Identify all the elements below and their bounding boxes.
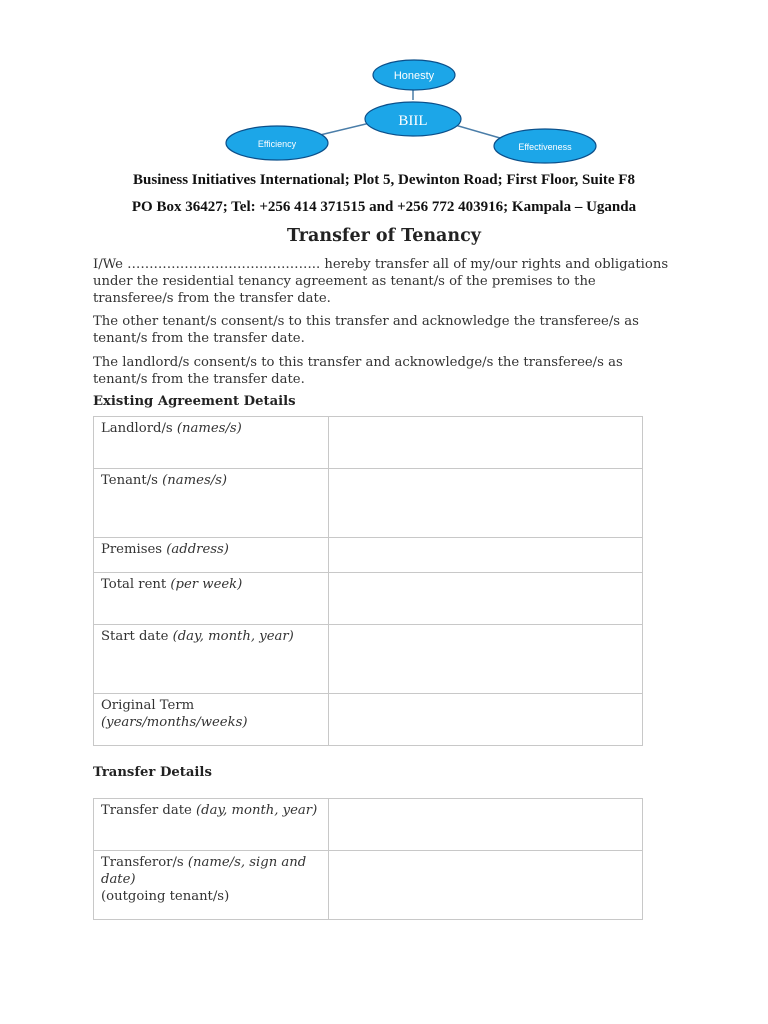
transfer-details-table bbox=[93, 798, 643, 920]
row-label: Start date bbox=[101, 629, 173, 644]
biil-logo bbox=[0, 0, 768, 170]
row-label: Tenant/s bbox=[101, 473, 163, 488]
paragraph-transfer-statement: I/We …………………………………….. hereby transfer all of my/our rights and obligations under the residential tenancy agreement as tenant/s of the premises to the transferee/s from the transfer date. bbox=[93, 257, 669, 306]
row-extra-note: (outgoing tenant/s) bbox=[101, 889, 230, 904]
logo-biil-text: BIIL bbox=[398, 113, 428, 129]
table-row bbox=[94, 469, 643, 538]
existing-agreement-table bbox=[93, 416, 643, 746]
row-hint: (per week) bbox=[170, 577, 243, 592]
existing-agreement-heading: Existing Agreement Details bbox=[93, 394, 296, 409]
row-label: Transferor/s bbox=[101, 855, 188, 870]
premises-input-cell[interactable] bbox=[329, 538, 643, 573]
row-hint: (years/months/weeks) bbox=[101, 715, 248, 730]
row-hint: (names/s) bbox=[176, 421, 242, 436]
tenant-input-cell[interactable] bbox=[329, 469, 643, 538]
original-term-label-cell bbox=[94, 694, 329, 746]
page-title: Transfer of Tenancy bbox=[287, 226, 481, 246]
table-row bbox=[94, 573, 643, 625]
premises-label-cell bbox=[94, 538, 329, 573]
address-line-1: Business Initiatives International; Plot 5, Dewinton Road; First Floor, Suite F8 bbox=[133, 172, 635, 188]
logo-connector-left bbox=[320, 123, 370, 135]
table-row bbox=[94, 538, 643, 573]
row-hint: (day, month, year) bbox=[196, 803, 318, 818]
logo-connector-right bbox=[455, 125, 500, 138]
transferor-label-cell bbox=[94, 851, 329, 920]
row-hint: (name/s, sign and date) bbox=[101, 855, 307, 887]
table-row bbox=[94, 694, 643, 746]
transferor-input-cell[interactable] bbox=[329, 851, 643, 920]
landlord-input-cell[interactable] bbox=[329, 417, 643, 469]
row-label: Transfer date bbox=[101, 803, 197, 818]
table-row bbox=[94, 417, 643, 469]
landlord-label-cell bbox=[94, 417, 329, 469]
row-hint: (day, month, year) bbox=[172, 629, 294, 644]
row-label: Total rent bbox=[101, 577, 171, 592]
logo-efficiency-text: Efficiency bbox=[257, 139, 297, 149]
row-label: Original Term bbox=[101, 698, 195, 713]
logo-effectiveness-text: Effectiveness bbox=[518, 142, 572, 152]
paragraph-landlord-consent: The landlord/s consent/s to this transfer and acknowledge/s the transferee/s as tenant/s from the transfer date. bbox=[93, 355, 623, 387]
transfer-date-input-cell[interactable] bbox=[329, 799, 643, 851]
paragraph-tenant-consent: The other tenant/s consent/s to this transfer and acknowledge the transferee/s as tenant/s from the transfer date. bbox=[93, 314, 639, 346]
table-row bbox=[94, 799, 643, 851]
table-row bbox=[94, 851, 643, 920]
table-row bbox=[94, 625, 643, 694]
start-date-label-cell bbox=[94, 625, 329, 694]
row-hint: (address) bbox=[166, 542, 229, 557]
original-term-input-cell[interactable] bbox=[329, 694, 643, 746]
total-rent-input-cell[interactable] bbox=[329, 573, 643, 625]
tenant-label-cell bbox=[94, 469, 329, 538]
transfer-details-heading: Transfer Details bbox=[93, 765, 212, 780]
logo-honesty-text: Honesty bbox=[393, 70, 435, 82]
total-rent-label-cell bbox=[94, 573, 329, 625]
row-hint: (names/s) bbox=[162, 473, 228, 488]
start-date-input-cell[interactable] bbox=[329, 625, 643, 694]
address-line-2: PO Box 36427; Tel: +256 414 371515 and +256 772 403916; Kampala – Uganda bbox=[131, 199, 637, 215]
row-label: Landlord/s bbox=[101, 421, 177, 436]
row-label: Premises bbox=[101, 542, 167, 557]
transfer-date-label-cell bbox=[94, 799, 329, 851]
